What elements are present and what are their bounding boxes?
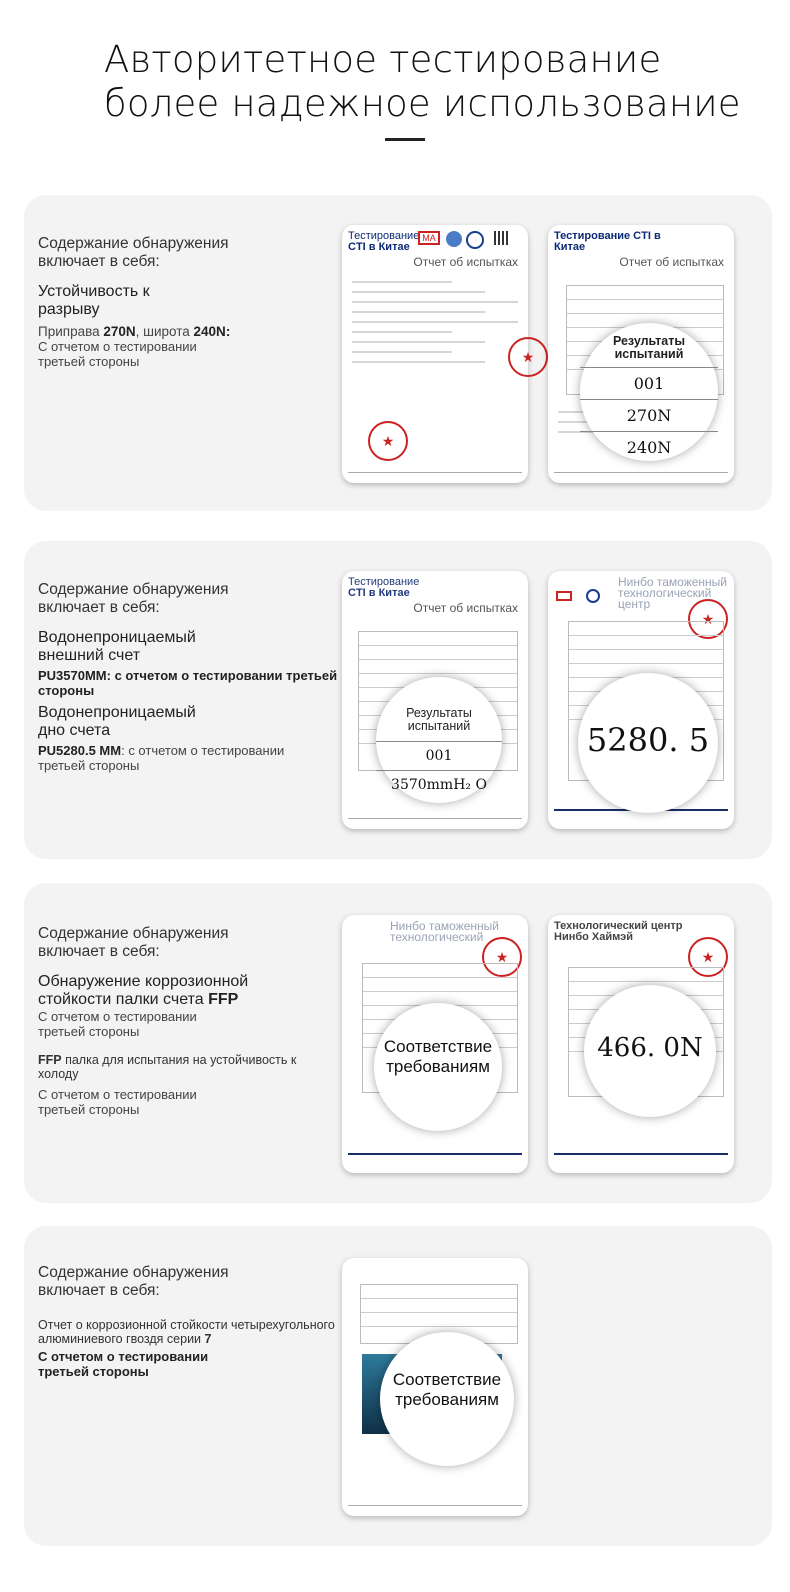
- cma-logo-icon: MA: [418, 231, 440, 245]
- result-row: 3570mmH₂ O: [376, 770, 502, 799]
- magnifier-results: [580, 323, 718, 461]
- section-4-text: [38, 1264, 358, 1379]
- section-2-text: [38, 581, 358, 773]
- magnifier-value: [584, 985, 716, 1117]
- section-heading: Обнаружение коррозионной стойкости палки счета FFP: [38, 973, 249, 1008]
- section-label: Содержание обнаружения включает в себя:: [38, 925, 229, 960]
- section-label: Содержание обнаружения включает в себя:: [38, 235, 229, 270]
- page-title: [104, 38, 744, 126]
- section-detail: С отчетом о тестировании третьей стороны: [38, 1349, 209, 1379]
- result-row: 001: [580, 367, 718, 399]
- measured-value: 466. 0N: [597, 1033, 703, 1063]
- doc-title: Тестирование CTI в Китае: [348, 230, 420, 253]
- section-card-4: [24, 1226, 772, 1546]
- section-detail: С отчетом о тестировании третьей стороны: [38, 1009, 197, 1039]
- doc-title: Технологический центр Нинбо Хаймэй: [554, 920, 683, 943]
- doc-title: Тестирование CTI в Китае: [348, 576, 420, 599]
- doc-title: Нинбо таможенный технологический центр: [618, 575, 727, 611]
- red-seal-icon: ★: [508, 337, 548, 377]
- red-seal-icon: ★: [688, 599, 728, 639]
- doc-footer: [554, 1153, 728, 1155]
- qr-code-icon: [494, 231, 508, 245]
- doc-footer: [554, 472, 728, 473]
- compliance-text: Соответствие требованиям: [383, 1037, 493, 1076]
- title-line-2: более надежное использование: [104, 82, 741, 125]
- cnas-logo-icon: [586, 589, 600, 603]
- doc-subtitle: Отчет об испытках: [413, 255, 518, 269]
- section-detail-2: С отчетом о тестировании третьей стороны: [38, 1087, 197, 1117]
- doc-title: Тестирование CTI в Китае: [554, 230, 661, 253]
- result-row: 001: [376, 741, 502, 770]
- cnas-logo-icon: [466, 231, 484, 249]
- section-label: Содержание обнаружения включает в себя:: [38, 1264, 229, 1299]
- ilac-logo-icon: [446, 231, 462, 247]
- title-line-1: Авторитетное тестирование: [104, 38, 662, 81]
- section-heading: Устойчивость к разрыву: [38, 283, 150, 318]
- doc-subtitle: Отчет об испытках: [619, 255, 724, 269]
- section-detail: PU3570MM: с отчетом о тестировании третьей стороны: [38, 668, 338, 698]
- doc-subtitle: Отчет об испытках: [413, 601, 518, 615]
- measured-value: 5280. 5: [586, 721, 710, 759]
- doc-title: Нинбо таможенный технологический: [390, 919, 499, 944]
- doc-footer: [348, 1505, 522, 1506]
- section-detail-2: С отчетом о тестировании третьей стороны: [38, 339, 197, 369]
- test-report-doc: [342, 225, 535, 483]
- red-seal-icon: ★: [368, 421, 408, 461]
- doc-footer: [348, 472, 522, 473]
- magnifier-results: [376, 677, 502, 803]
- magnifier-compliance: [374, 1003, 502, 1131]
- section-card-3: [24, 883, 772, 1203]
- section-heading-2: Водонепроницаемый дно счета: [38, 704, 196, 739]
- magnifier-value: [578, 673, 718, 813]
- section-detail: Приправа 270N, широта 240N:: [38, 324, 231, 339]
- section-heading: Водонепроницаемый внешний счет: [38, 629, 196, 664]
- result-row: 240N: [580, 431, 718, 463]
- magnifier-compliance: [380, 1332, 514, 1466]
- section-label: Содержание обнаружения включает в себя:: [38, 581, 229, 616]
- section-card-2: [24, 541, 772, 859]
- section-1-text: [38, 235, 358, 369]
- cma-logo-icon: [556, 591, 572, 601]
- doc-footer: [348, 818, 522, 819]
- red-seal-icon: ★: [688, 937, 728, 977]
- section-3-text: [38, 925, 358, 1117]
- compliance-text: Соответствие требованиям: [392, 1370, 502, 1409]
- red-seal-icon: ★: [482, 937, 522, 977]
- magnifier-caption: Результаты испытаний: [612, 334, 686, 361]
- section-heading: Отчет о коррозионной стойкости четырехугольного алюминиевого гвоздя серии 7: [38, 1318, 335, 1346]
- section-heading-2: FFP палка для испытания на устойчивость к холоду: [38, 1053, 297, 1081]
- title-underline: [385, 138, 425, 141]
- section-card-1: [24, 195, 772, 511]
- section-detail-2: PU5280.5 MM: с отчетом о тестировании третьей стороны: [38, 743, 285, 773]
- result-row: 270N: [580, 399, 718, 431]
- magnifier-caption: Результаты испытаний: [406, 706, 472, 733]
- doc-footer: [348, 1153, 522, 1155]
- doc-text-lines: [352, 281, 518, 371]
